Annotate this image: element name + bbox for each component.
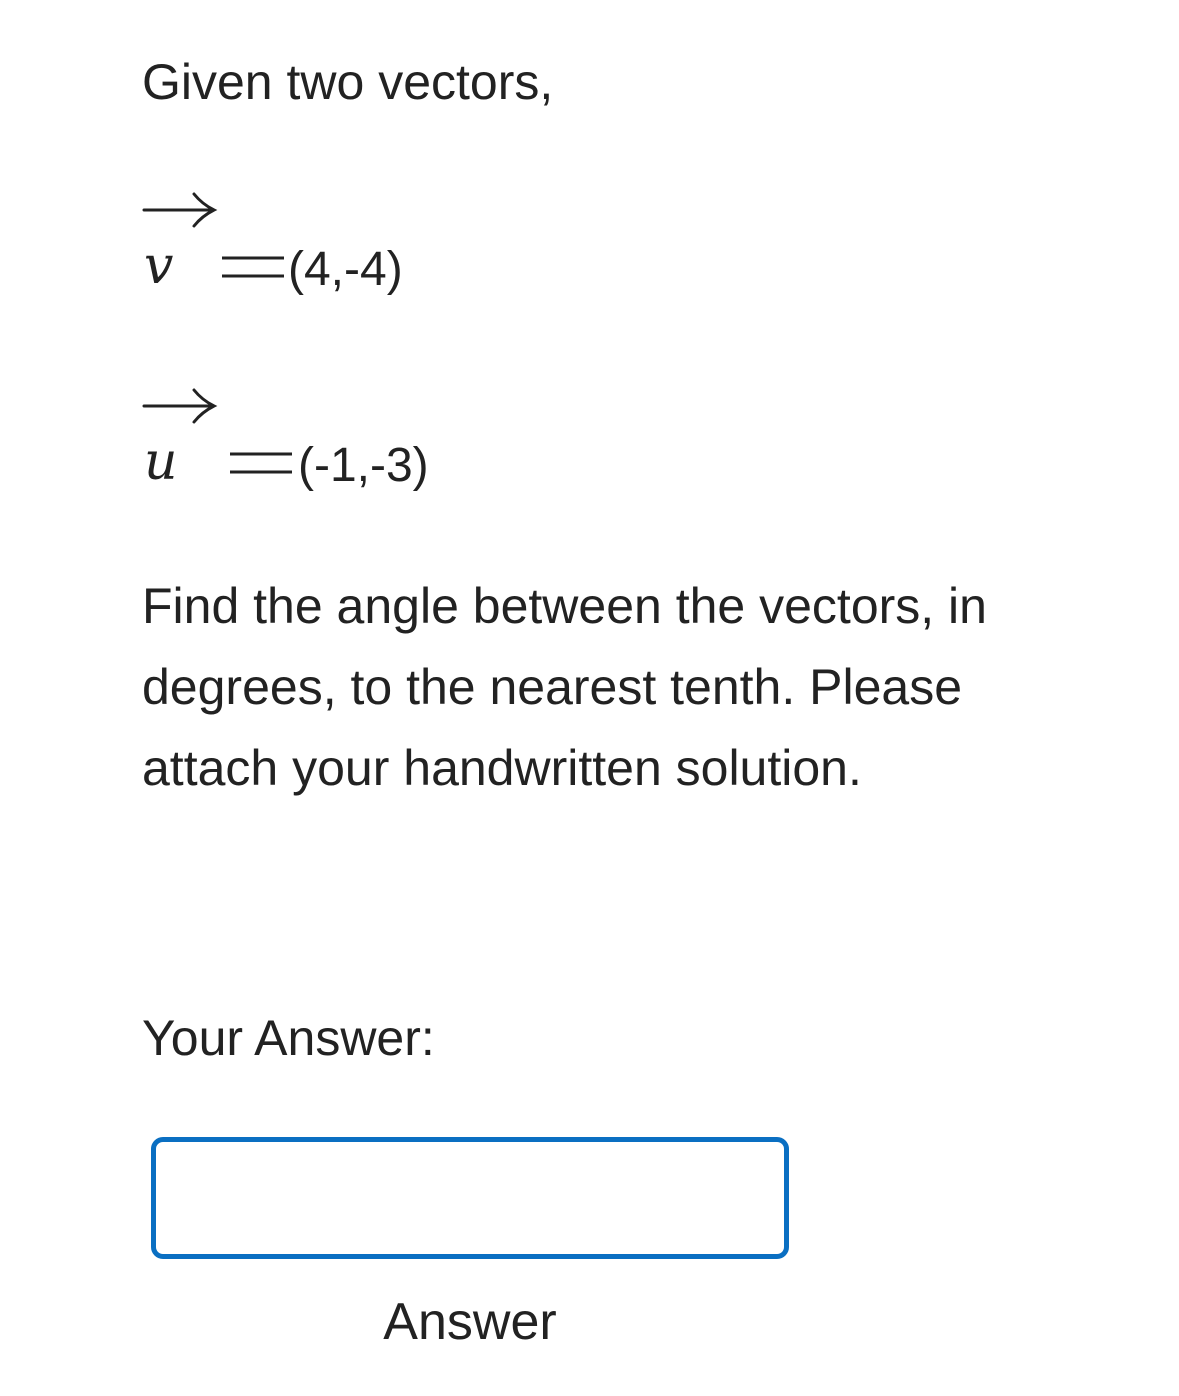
vector-v-value: (4,-4) [288, 243, 403, 296]
vector-arrow-icon [142, 386, 218, 426]
vector-arrow-icon [142, 190, 218, 230]
vector-u-value: (-1,-3) [298, 439, 429, 492]
answer-label: Your Answer: [142, 1010, 435, 1066]
answer-input[interactable] [151, 1137, 789, 1259]
question-prompt: Find the angle between the vectors, in degrees, to the nearest tenth. Please attach your handwritten solution. [142, 578, 987, 796]
equals-sign [222, 252, 284, 282]
equals-sign [230, 448, 292, 478]
question-intro: Given two vectors, [142, 54, 554, 110]
answer-input-caption: Answer [383, 1293, 557, 1351]
vector-u-symbol [142, 386, 222, 496]
vector-v-symbol [142, 190, 222, 300]
vector-v-definition [142, 190, 742, 300]
vector-v-letter: v [144, 236, 174, 296]
vector-u-definition [142, 386, 742, 496]
vector-u-letter: u [144, 432, 178, 492]
